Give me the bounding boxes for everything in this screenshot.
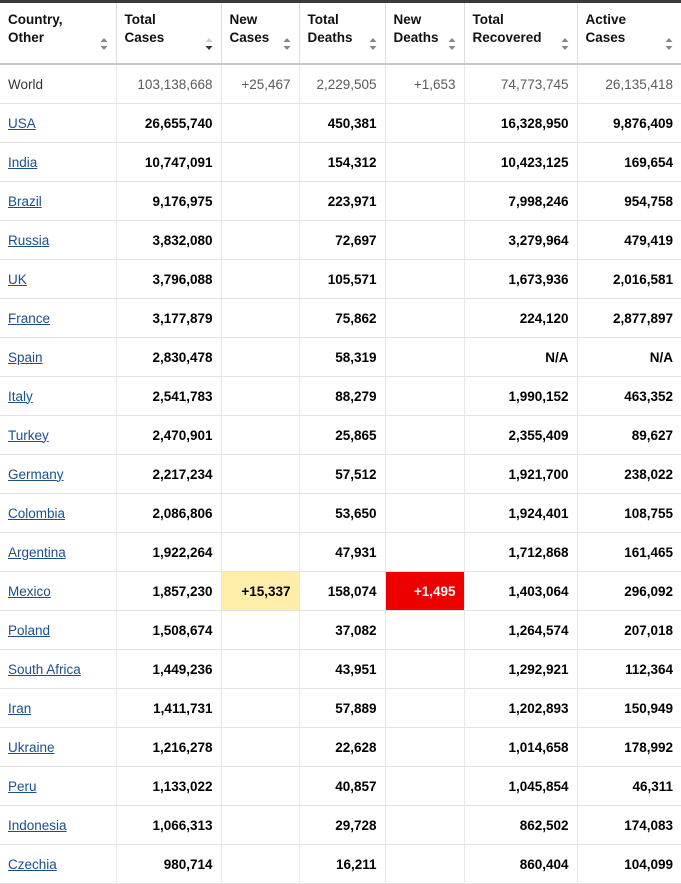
- cell-country: [0, 611, 116, 650]
- cell-new-deaths: [385, 611, 464, 650]
- column-header-country-line1: Country,: [8, 12, 63, 27]
- column-header-new-cases-line2: Cases: [229, 30, 270, 46]
- sort-both-icon[interactable]: [281, 37, 293, 51]
- country-link[interactable]: Russia: [8, 232, 50, 248]
- cell-active-cases: 238,022: [577, 455, 681, 494]
- cell-active-cases: 463,352: [577, 377, 681, 416]
- cell-country: [0, 845, 116, 884]
- cell-country: [0, 806, 116, 845]
- cell-new-cases: [221, 104, 299, 143]
- cell-new-deaths: [385, 767, 464, 806]
- cell-active-cases: 161,465: [577, 533, 681, 572]
- cell-total-recovered: 1,014,658: [464, 728, 577, 767]
- column-header-total-deaths-line1: Total: [307, 12, 339, 27]
- cell-new-cases: [221, 767, 299, 806]
- cell-active-cases: 108,755: [577, 494, 681, 533]
- cell-total-deaths: 57,512: [299, 455, 385, 494]
- cell-active-cases: N/A: [577, 338, 681, 377]
- cell-new-cases: [221, 338, 299, 377]
- sort-both-icon[interactable]: [559, 37, 571, 51]
- table-row: [0, 572, 681, 611]
- cell-total-deaths: 105,571: [299, 260, 385, 299]
- cell-active-cases: 296,092: [577, 572, 681, 611]
- cell-total-cases: 1,066,313: [116, 806, 221, 845]
- cell-total-deaths: 72,697: [299, 221, 385, 260]
- cell-country: [0, 377, 116, 416]
- table-row: [0, 416, 681, 455]
- country-link[interactable]: Czechia: [8, 856, 57, 872]
- cell-new-deaths: [385, 689, 464, 728]
- column-header-active-cases-line1: Active: [585, 12, 627, 27]
- cell-new-deaths: [385, 338, 464, 377]
- cell-new-deaths: [385, 143, 464, 182]
- cell-active-cases: 89,627: [577, 416, 681, 455]
- country-link[interactable]: Argentina: [8, 544, 66, 560]
- cell-new-deaths: [385, 494, 464, 533]
- cell-country: [0, 767, 116, 806]
- column-header-new-cases-line1: New: [229, 12, 258, 27]
- table-row: [0, 767, 681, 806]
- cell-new-cases: [221, 455, 299, 494]
- cell-active-cases: 178,992: [577, 728, 681, 767]
- table-row: [0, 338, 681, 377]
- cell-new-cases: [221, 260, 299, 299]
- cell-new-deaths: [385, 182, 464, 221]
- column-header-new-deaths-line1: New: [393, 12, 422, 27]
- cell-total-deaths: 58,319: [299, 338, 385, 377]
- cell-total-cases: 2,541,783: [116, 377, 221, 416]
- cell-active-cases: 207,018: [577, 611, 681, 650]
- cell-total-deaths: 40,857: [299, 767, 385, 806]
- cell-country: [0, 572, 116, 611]
- cell-new-deaths: [385, 806, 464, 845]
- cell-country: [0, 104, 116, 143]
- cell-new-deaths: [385, 377, 464, 416]
- cell-total-cases: 9,176,975: [116, 182, 221, 221]
- country-link[interactable]: South Africa: [8, 661, 81, 677]
- column-header-country[interactable]: [0, 2, 116, 65]
- cell-total-deaths: 2,229,505: [299, 64, 385, 104]
- table-row: [0, 845, 681, 884]
- cell-total-cases: 980,714: [116, 845, 221, 884]
- country-link[interactable]: Poland: [8, 622, 51, 638]
- cell-total-cases: 10,747,091: [116, 143, 221, 182]
- column-header-total-deaths-line2: Deaths: [307, 30, 353, 46]
- cell-country: [0, 182, 116, 221]
- cell-new-deaths: [385, 416, 464, 455]
- sort-both-icon[interactable]: [663, 37, 675, 51]
- cell-total-cases: 103,138,668: [116, 64, 221, 104]
- cell-new-deaths: [385, 728, 464, 767]
- cell-total-deaths: 223,971: [299, 182, 385, 221]
- column-header-new-cases[interactable]: [221, 2, 299, 65]
- cell-total-cases: 1,508,674: [116, 611, 221, 650]
- cell-total-recovered: 10,423,125: [464, 143, 577, 182]
- column-header-total-deaths[interactable]: [299, 2, 385, 65]
- column-header-new-deaths-line2: Deaths: [393, 30, 439, 46]
- header-row: [0, 2, 681, 65]
- table-row: [0, 806, 681, 845]
- sort-both-icon[interactable]: [367, 37, 379, 51]
- country-link[interactable]: UK: [8, 271, 27, 287]
- cell-total-recovered: 1,712,868: [464, 533, 577, 572]
- column-header-total-recovered[interactable]: [464, 2, 577, 65]
- cell-total-recovered: 74,773,745: [464, 64, 577, 104]
- column-header-total-recovered-line2: Recovered: [472, 30, 542, 46]
- cell-total-cases: 2,830,478: [116, 338, 221, 377]
- cell-total-recovered: 224,120: [464, 299, 577, 338]
- country-link[interactable]: France: [8, 310, 51, 326]
- cell-active-cases: 954,758: [577, 182, 681, 221]
- cell-new-deaths: [385, 845, 464, 884]
- cell-total-deaths: 25,865: [299, 416, 385, 455]
- cell-total-recovered: 7,998,246: [464, 182, 577, 221]
- country-link[interactable]: Germany: [8, 466, 64, 482]
- cell-new-cases: [221, 650, 299, 689]
- cell-country: [0, 455, 116, 494]
- cell-total-recovered: 1,990,152: [464, 377, 577, 416]
- column-header-new-deaths[interactable]: [385, 2, 464, 65]
- column-header-total-cases[interactable]: [116, 2, 221, 65]
- cell-new-deaths: +1,495: [385, 572, 464, 611]
- table-body: [0, 64, 681, 884]
- cell-total-deaths: 57,889: [299, 689, 385, 728]
- cell-total-deaths: 37,082: [299, 611, 385, 650]
- cell-country: [0, 299, 116, 338]
- cell-new-deaths: +1,653: [385, 64, 464, 104]
- cell-active-cases: 479,419: [577, 221, 681, 260]
- cell-new-cases: [221, 143, 299, 182]
- table-row: [0, 494, 681, 533]
- cell-total-cases: 1,922,264: [116, 533, 221, 572]
- cell-new-deaths: [385, 533, 464, 572]
- cell-total-cases: 2,217,234: [116, 455, 221, 494]
- cell-total-recovered: 1,921,700: [464, 455, 577, 494]
- cell-total-recovered: 1,045,854: [464, 767, 577, 806]
- cell-new-deaths: [385, 221, 464, 260]
- cell-total-deaths: 75,862: [299, 299, 385, 338]
- table-row: [0, 377, 681, 416]
- cell-new-deaths: [385, 104, 464, 143]
- cell-new-cases: +25,467: [221, 64, 299, 104]
- sort-both-icon[interactable]: [446, 37, 458, 51]
- cell-new-cases: [221, 611, 299, 650]
- cell-active-cases: 174,083: [577, 806, 681, 845]
- cell-total-deaths: 29,728: [299, 806, 385, 845]
- country-link[interactable]: Ukraine: [8, 739, 55, 755]
- cell-total-deaths: 450,381: [299, 104, 385, 143]
- cell-total-recovered: 16,328,950: [464, 104, 577, 143]
- cell-active-cases: 2,877,897: [577, 299, 681, 338]
- table-row: [0, 221, 681, 260]
- cell-country: [0, 416, 116, 455]
- table-row: [0, 182, 681, 221]
- cell-total-deaths: 43,951: [299, 650, 385, 689]
- cell-total-cases: 3,177,879: [116, 299, 221, 338]
- column-header-total-recovered-line1: Total: [472, 12, 504, 27]
- country-link[interactable]: Brazil: [8, 193, 42, 209]
- cell-country: World: [0, 64, 116, 104]
- table-row: [0, 143, 681, 182]
- country-link[interactable]: India: [8, 154, 38, 170]
- cell-total-deaths: 16,211: [299, 845, 385, 884]
- cell-active-cases: 46,311: [577, 767, 681, 806]
- cell-new-cases: [221, 689, 299, 728]
- column-header-country-line2: Other: [8, 30, 45, 46]
- table-row: [0, 611, 681, 650]
- cell-total-recovered: 2,355,409: [464, 416, 577, 455]
- cell-country: [0, 338, 116, 377]
- cell-new-deaths: [385, 455, 464, 494]
- cell-active-cases: 112,364: [577, 650, 681, 689]
- cell-new-cases: [221, 299, 299, 338]
- cell-new-deaths: [385, 299, 464, 338]
- country-link[interactable]: Mexico: [8, 583, 51, 599]
- cell-total-cases: 2,086,806: [116, 494, 221, 533]
- cell-active-cases: 2,016,581: [577, 260, 681, 299]
- cell-total-recovered: 1,202,893: [464, 689, 577, 728]
- cell-country: [0, 689, 116, 728]
- cell-new-cases: [221, 845, 299, 884]
- cell-active-cases: 9,876,409: [577, 104, 681, 143]
- cell-total-recovered: 1,292,921: [464, 650, 577, 689]
- table-row-world: [0, 64, 681, 104]
- cell-total-cases: 1,857,230: [116, 572, 221, 611]
- cell-new-cases: [221, 728, 299, 767]
- cell-total-cases: 3,832,080: [116, 221, 221, 260]
- cell-country: [0, 650, 116, 689]
- country-link[interactable]: Colombia: [8, 505, 66, 521]
- cell-active-cases: 26,135,418: [577, 64, 681, 104]
- cell-new-cases: [221, 494, 299, 533]
- column-header-active-cases-line2: Cases: [585, 30, 626, 46]
- cell-active-cases: 169,654: [577, 143, 681, 182]
- cell-total-recovered: 3,279,964: [464, 221, 577, 260]
- cell-total-cases: 3,796,088: [116, 260, 221, 299]
- cell-country: [0, 728, 116, 767]
- cell-total-deaths: 158,074: [299, 572, 385, 611]
- cell-total-deaths: 88,279: [299, 377, 385, 416]
- cell-new-deaths: [385, 260, 464, 299]
- cell-new-cases: [221, 533, 299, 572]
- column-header-total-cases-line2: Cases: [124, 30, 165, 46]
- cell-total-recovered: 860,404: [464, 845, 577, 884]
- cell-total-cases: 1,216,278: [116, 728, 221, 767]
- cell-total-cases: 1,449,236: [116, 650, 221, 689]
- cell-country: [0, 221, 116, 260]
- table-row: [0, 104, 681, 143]
- cell-total-deaths: 22,628: [299, 728, 385, 767]
- table-row: [0, 533, 681, 572]
- cell-new-cases: [221, 806, 299, 845]
- table-row: [0, 260, 681, 299]
- cell-total-deaths: 47,931: [299, 533, 385, 572]
- country-link[interactable]: Italy: [8, 388, 33, 404]
- table-header: [0, 2, 681, 65]
- cell-total-deaths: 53,650: [299, 494, 385, 533]
- cell-total-recovered: 1,673,936: [464, 260, 577, 299]
- column-header-total-cases-line1: Total: [124, 12, 156, 27]
- sort-desc-icon[interactable]: [203, 37, 215, 51]
- cell-total-recovered: N/A: [464, 338, 577, 377]
- cell-active-cases: 150,949: [577, 689, 681, 728]
- sort-both-icon[interactable]: [98, 37, 110, 51]
- cell-country: [0, 143, 116, 182]
- table-row: [0, 728, 681, 767]
- cell-country: [0, 533, 116, 572]
- country-link[interactable]: Spain: [8, 349, 43, 365]
- cell-total-cases: 2,470,901: [116, 416, 221, 455]
- cell-total-cases: 26,655,740: [116, 104, 221, 143]
- cell-new-cases: [221, 416, 299, 455]
- cell-total-deaths: 154,312: [299, 143, 385, 182]
- cell-new-cases: [221, 182, 299, 221]
- cell-new-cases: +15,337: [221, 572, 299, 611]
- table-row: [0, 299, 681, 338]
- cell-country: [0, 260, 116, 299]
- cell-new-cases: [221, 221, 299, 260]
- cell-total-recovered: 1,403,064: [464, 572, 577, 611]
- country-link[interactable]: Indonesia: [8, 817, 67, 833]
- table-row: [0, 689, 681, 728]
- country-link[interactable]: Peru: [8, 778, 37, 794]
- country-link[interactable]: Iran: [8, 700, 32, 716]
- cell-total-recovered: 862,502: [464, 806, 577, 845]
- table-row: [0, 650, 681, 689]
- column-header-active-cases[interactable]: [577, 2, 681, 65]
- cell-new-deaths: [385, 650, 464, 689]
- table-row: [0, 455, 681, 494]
- country-link[interactable]: Turkey: [8, 427, 49, 443]
- country-link[interactable]: USA: [8, 115, 36, 131]
- cell-total-recovered: 1,264,574: [464, 611, 577, 650]
- cell-total-cases: 1,411,731: [116, 689, 221, 728]
- cell-new-cases: [221, 377, 299, 416]
- cell-country: [0, 494, 116, 533]
- cell-total-recovered: 1,924,401: [464, 494, 577, 533]
- cell-active-cases: 104,099: [577, 845, 681, 884]
- cell-total-cases: 1,133,022: [116, 767, 221, 806]
